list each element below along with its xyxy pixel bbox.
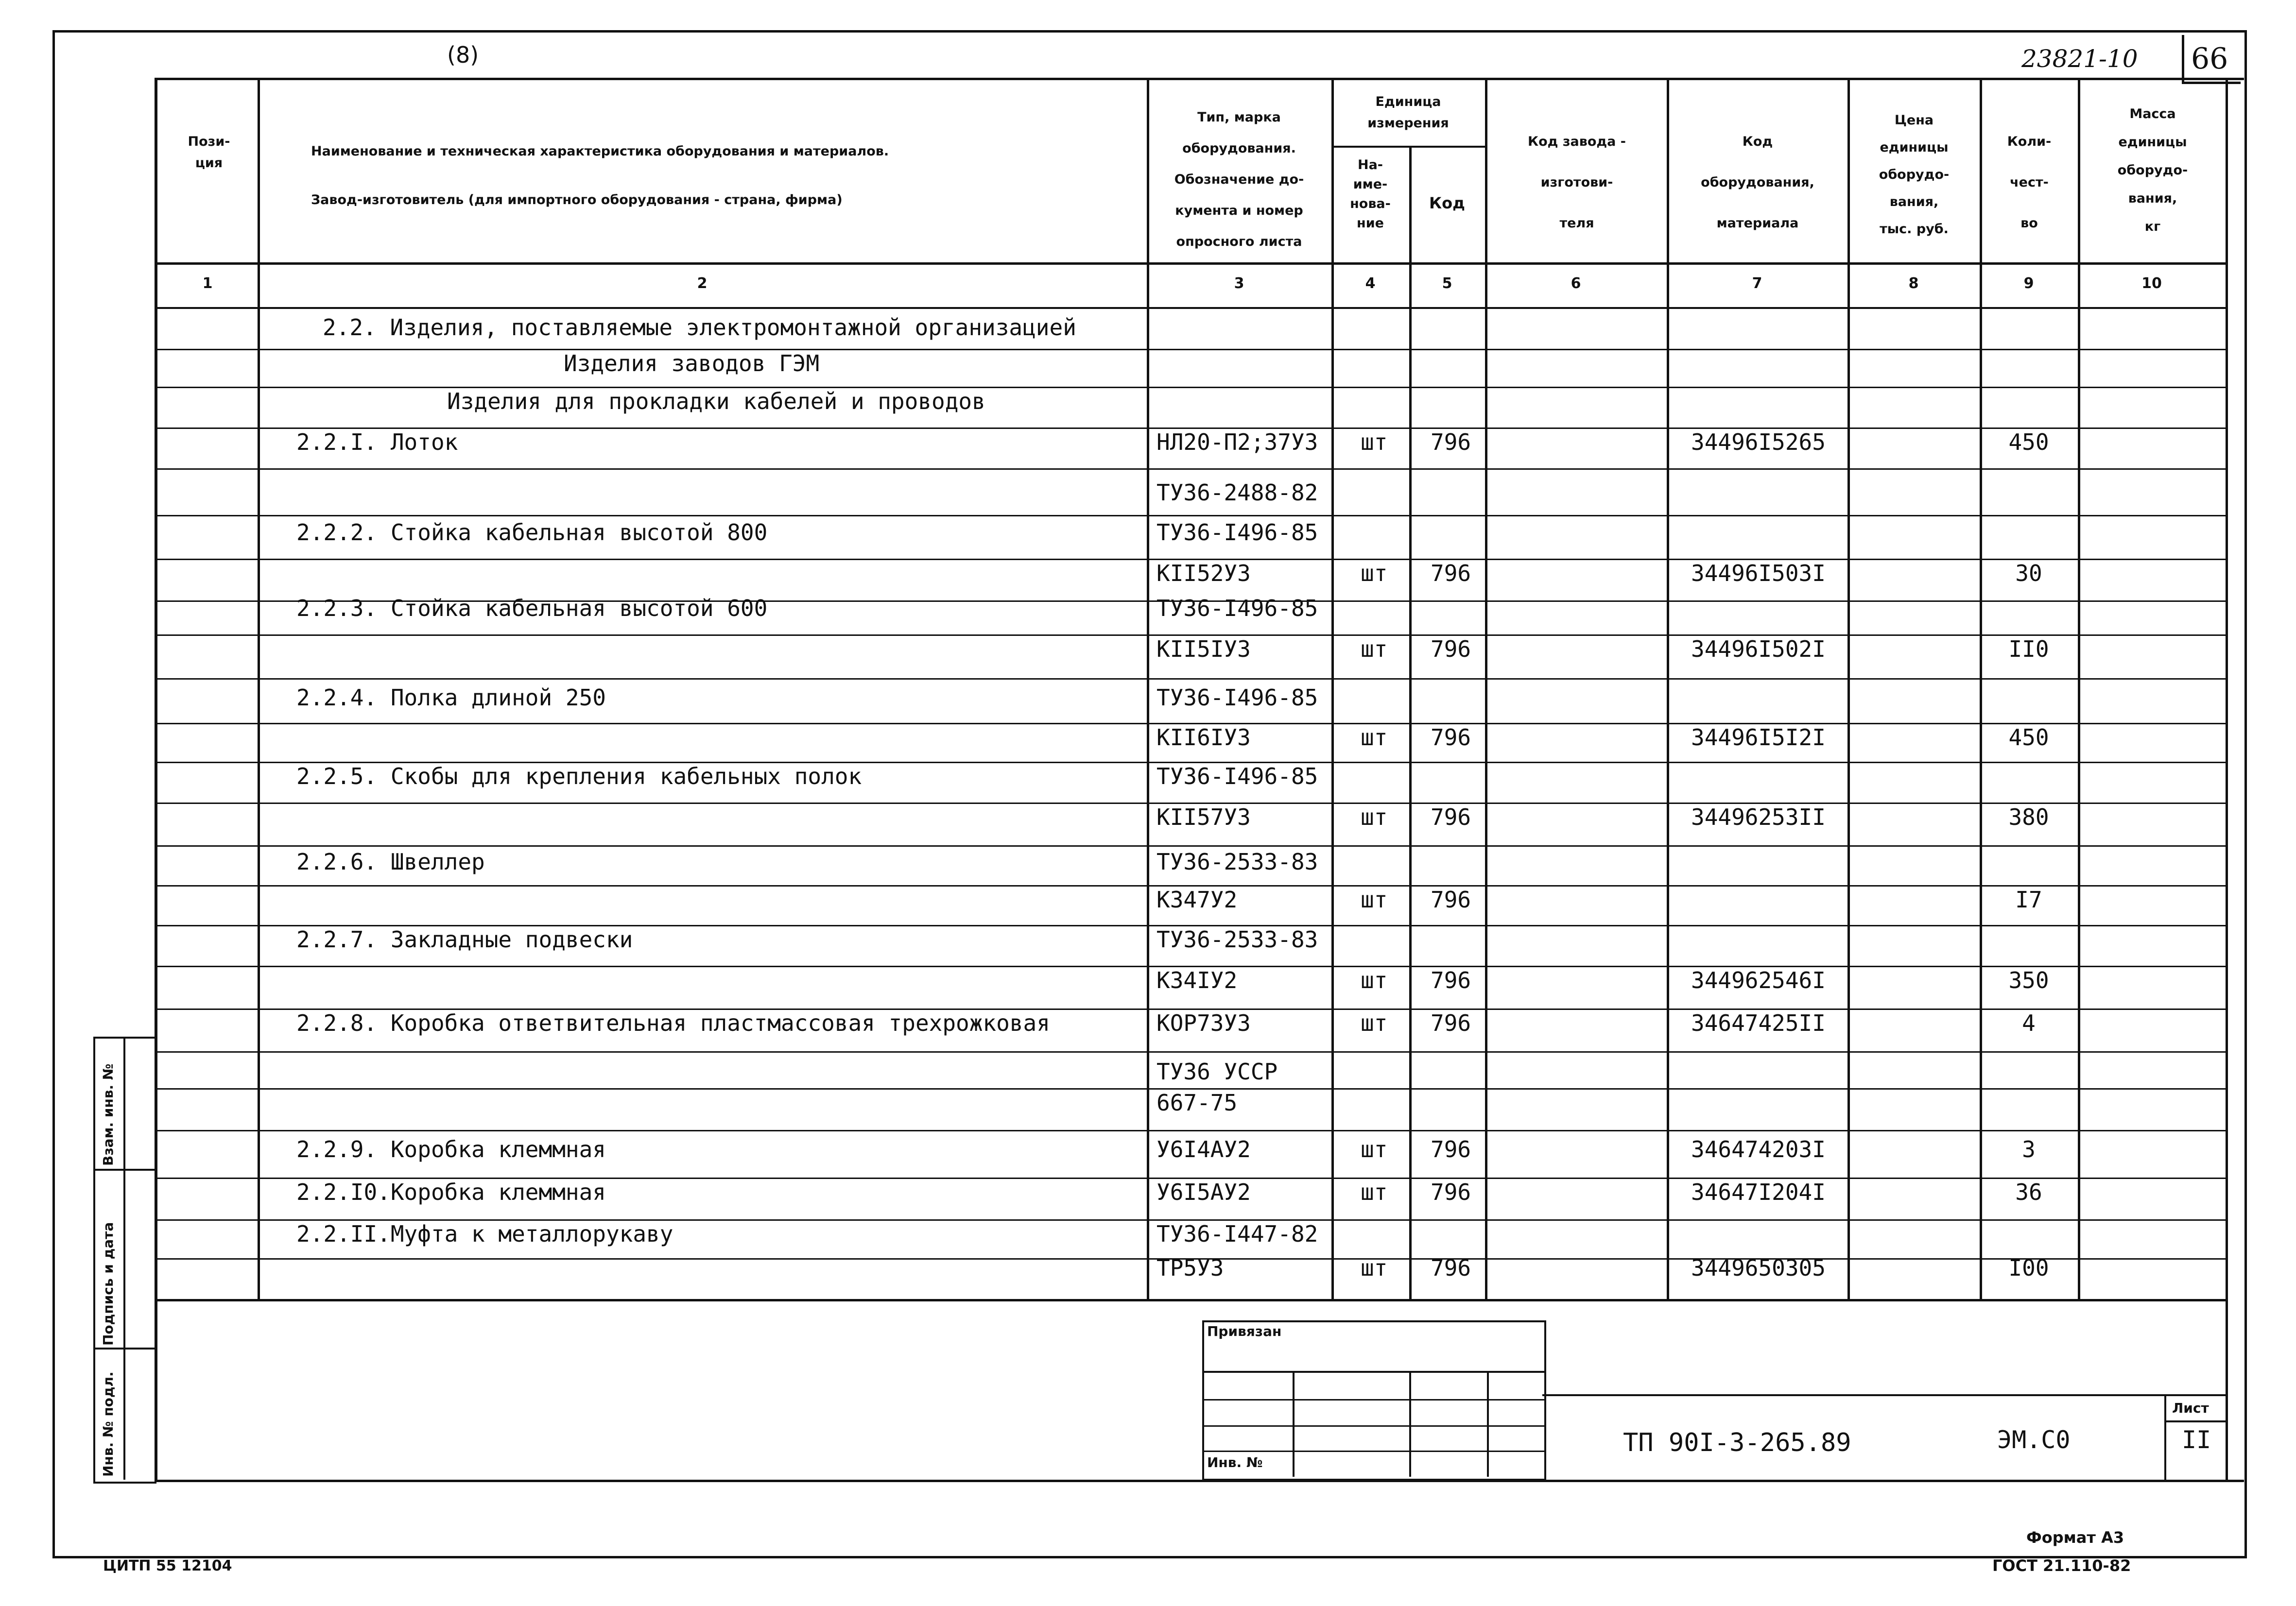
row-line	[155, 468, 2226, 470]
row-line	[155, 349, 2226, 350]
row-type: ТУ36-2533-83	[1157, 926, 1318, 953]
row-quantity: 3	[2022, 1136, 2036, 1162]
row-quantity: 4	[2022, 1010, 2036, 1036]
header-col2: Наименование и техническая характеристика оборудования и материалов. Завод-изготовитель (для импортного оборудования - страна, фирма)	[311, 144, 889, 207]
column-line	[2226, 78, 2228, 1299]
row-type: К347У2	[1157, 887, 1238, 913]
header-col45: Единица измерения	[1367, 94, 1449, 131]
stamp-line-4	[1202, 1451, 1544, 1452]
row-quantity: 350	[2008, 967, 2049, 993]
side-label-vzam: Взам. инв. №	[100, 1063, 116, 1166]
footer-format: Формат А3	[2026, 1528, 2124, 1547]
row-unit: шт	[1361, 429, 1388, 455]
column-line	[1667, 78, 1669, 1299]
table-top-border	[155, 78, 2244, 80]
row-type: ТУ36-I447-82	[1157, 1221, 1318, 1247]
row-type: ТУ36-I496-85	[1157, 684, 1318, 711]
row-quantity: 36	[2015, 1179, 2042, 1205]
row-unit-code: 796	[1431, 967, 1471, 993]
column-number: 10	[2141, 275, 2162, 292]
row-type: 667-75	[1157, 1090, 1238, 1116]
stamp-inv-no: Инв. №	[1207, 1454, 1263, 1470]
row-unit: шт	[1361, 724, 1388, 751]
bottom-frame-line	[155, 1480, 2244, 1482]
row-unit-code: 796	[1431, 804, 1471, 830]
row-unit-code: 796	[1431, 1255, 1471, 1281]
header-col8: Цена единицы оборудо- вания, тыс. руб.	[1879, 113, 1950, 237]
stamp-line-3	[1202, 1425, 1544, 1427]
row-name: 2.2.7. Закладные подвески	[296, 926, 633, 953]
header-col6: Код завода - изготови- теля	[1528, 134, 1626, 231]
header-col7: Код оборудования, материала	[1701, 134, 1814, 231]
row-unit: шт	[1361, 967, 1388, 993]
row-quantity: 450	[2008, 429, 2049, 455]
column-line	[1409, 146, 1412, 1299]
row-unit-code: 796	[1431, 1010, 1471, 1036]
header-col5: Код	[1429, 194, 1465, 212]
column-number: 1	[202, 275, 213, 292]
row-unit-code: 796	[1431, 636, 1471, 662]
column-line	[1147, 78, 1149, 1299]
side-strip-sep-1	[93, 1169, 155, 1171]
row-unit: шт	[1361, 1255, 1388, 1281]
column-line	[1847, 78, 1850, 1299]
row-equipment-code: 344962546I	[1691, 967, 1826, 993]
side-label-inv: Инв. № подл.	[100, 1371, 116, 1477]
row-equipment-code: 34496I503I	[1691, 560, 1826, 586]
row-unit: шт	[1361, 804, 1388, 830]
row-equipment-code: 34496I5265	[1691, 429, 1826, 455]
row-type: КII57У3	[1157, 804, 1251, 830]
titleblock-top-line	[1542, 1394, 2226, 1396]
stamp-vline-1	[1293, 1371, 1295, 1477]
footer-gost: ГОСТ 21.110-82	[1992, 1556, 2131, 1575]
row-type: НЛ20-П2;37У3	[1157, 429, 1318, 455]
row-name: 2.2.4. Полка длиной 250	[296, 684, 606, 711]
stamp-vline-3	[1487, 1371, 1489, 1477]
header-col10: Масса единицы оборудо- вания, кг	[2117, 106, 2188, 234]
sheet-box-line	[2164, 1420, 2226, 1422]
column-number: 7	[1752, 275, 1762, 292]
row-quantity: 380	[2008, 804, 2049, 830]
page-number: 66	[2191, 42, 2228, 76]
row-type: К34IУ2	[1157, 967, 1238, 993]
stamp-line-2	[1202, 1399, 1544, 1401]
column-number: 4	[1365, 275, 1376, 292]
row-type: ТР5У3	[1157, 1255, 1224, 1281]
row-type: ТУ36-I496-85	[1157, 595, 1318, 621]
row-type: КII52У3	[1157, 560, 1251, 586]
row-quantity: I00	[2008, 1255, 2049, 1281]
header-col9: Коли- чест- во	[2007, 134, 2052, 231]
row-unit-code: 796	[1431, 724, 1471, 751]
sheet-number: II	[2182, 1426, 2211, 1454]
row-equipment-code: 3449650305	[1691, 1255, 1826, 1281]
row-unit-code: 796	[1431, 1136, 1471, 1162]
page-number-box	[2182, 35, 2241, 84]
row-type: ТУ36-I496-85	[1157, 763, 1318, 789]
row-name: 2.2. Изделия, поставляемые электромонтажной организацией	[323, 314, 1076, 341]
row-name: 2.2.I0.Коробка клеммная	[296, 1179, 606, 1205]
row-type: ТУ36 УССР	[1157, 1059, 1278, 1085]
row-equipment-code: 34496253II	[1691, 804, 1826, 830]
row-line	[155, 845, 2226, 847]
footer-left: ЦИТП 55 12104	[103, 1557, 232, 1574]
row-unit: шт	[1361, 887, 1388, 913]
header-col1: Пози- ция	[188, 134, 230, 171]
row-equipment-code: 34496I5I2I	[1691, 724, 1826, 751]
stamp-line-1	[1202, 1371, 1544, 1373]
unit-split-line	[1331, 146, 1485, 148]
row-line	[155, 515, 2226, 516]
doc-id-handwritten: 23821-10	[2021, 45, 2138, 73]
row-line	[155, 678, 2226, 680]
column-number: 9	[2023, 275, 2034, 292]
row-unit: шт	[1361, 1136, 1388, 1162]
row-type: КОР73У3	[1157, 1010, 1251, 1036]
doc-mark: ЭМ.С0	[1997, 1426, 2071, 1454]
row-quantity: I7	[2015, 887, 2042, 913]
row-equipment-code: 34496I502I	[1691, 636, 1826, 662]
column-number: 6	[1571, 275, 1581, 292]
row-line	[155, 1051, 2226, 1053]
row-type: У6I5АУ2	[1157, 1179, 1251, 1205]
row-equipment-code: 34647425II	[1691, 1010, 1826, 1036]
row-type: ТУ36-I496-85	[1157, 519, 1318, 546]
side-label-podpis: Подпись и дата	[100, 1222, 116, 1346]
row-name: 2.2.2. Стойка кабельная высотой 800	[296, 519, 768, 546]
doc-code: ТП 90I-3-265.89	[1623, 1428, 1851, 1457]
stamp-vline-2	[1409, 1371, 1411, 1477]
row-name: Изделия для прокладки кабелей и проводов	[447, 388, 985, 414]
row-unit: шт	[1361, 1010, 1388, 1036]
header-col4: На- име- нова- ние	[1350, 157, 1391, 231]
column-number: 2	[697, 275, 708, 292]
row-name: 2.2.9. Коробка клеммная	[296, 1136, 606, 1162]
column-line	[2078, 78, 2080, 1299]
row-name: 2.2.II.Муфта к металлорукаву	[296, 1221, 673, 1247]
column-number: 3	[1234, 275, 1244, 292]
row-equipment-code: 346474203I	[1691, 1136, 1826, 1162]
row-quantity: 30	[2015, 560, 2042, 586]
row-unit-code: 796	[1431, 560, 1471, 586]
row-type: КII6IУ3	[1157, 724, 1251, 751]
row-name: Изделия заводов ГЭМ	[564, 350, 820, 376]
row-name: 2.2.3. Стойка кабельная высотой 600	[296, 595, 768, 621]
row-type: КII5IУ3	[1157, 636, 1251, 662]
column-line	[258, 78, 260, 1299]
outer-frame	[52, 30, 2247, 1558]
column-number: 5	[1442, 275, 1452, 292]
row-unit: шт	[1361, 1179, 1388, 1205]
table-bottom-line	[155, 1299, 2226, 1301]
column-line	[1331, 78, 1334, 1299]
column-line	[1980, 78, 1982, 1299]
row-line	[155, 1130, 2226, 1131]
row-quantity: II0	[2008, 636, 2049, 662]
row-unit-code: 796	[1431, 1179, 1471, 1205]
row-name: 2.2.I. Лоток	[296, 429, 458, 455]
row-equipment-code: 34647I204I	[1691, 1179, 1826, 1205]
header-col3: Тип, марка оборудования. Обозначение до- кумента и номер опросного листа	[1174, 110, 1304, 249]
row-name: 2.2.8. Коробка ответвительная пластмассовая трехрожковая	[296, 1010, 1050, 1036]
row-type: ТУ36-2488-82	[1157, 479, 1318, 506]
row-type: У6I4АУ2	[1157, 1136, 1251, 1162]
header-bottom-line	[155, 262, 2226, 265]
side-strip-vline	[123, 1037, 125, 1480]
stamp-privyazan: Привязан	[1207, 1323, 1282, 1339]
row-quantity: 450	[2008, 724, 2049, 751]
row-type: ТУ36-2533-83	[1157, 849, 1318, 875]
colnum-bottom-line	[155, 307, 2226, 309]
column-number: 8	[1908, 275, 1919, 292]
column-line	[1485, 78, 1487, 1299]
row-name: 2.2.6. Швеллер	[296, 849, 485, 875]
row-unit-code: 796	[1431, 887, 1471, 913]
sheet-marker: (8)	[447, 42, 479, 68]
row-unit: шт	[1361, 560, 1388, 586]
row-unit: шт	[1361, 636, 1388, 662]
side-strip-sep-2	[93, 1348, 155, 1350]
row-name: 2.2.5. Скобы для крепления кабельных полок	[296, 763, 862, 789]
row-unit-code: 796	[1431, 429, 1471, 455]
sheet-label: Лист	[2172, 1400, 2209, 1416]
